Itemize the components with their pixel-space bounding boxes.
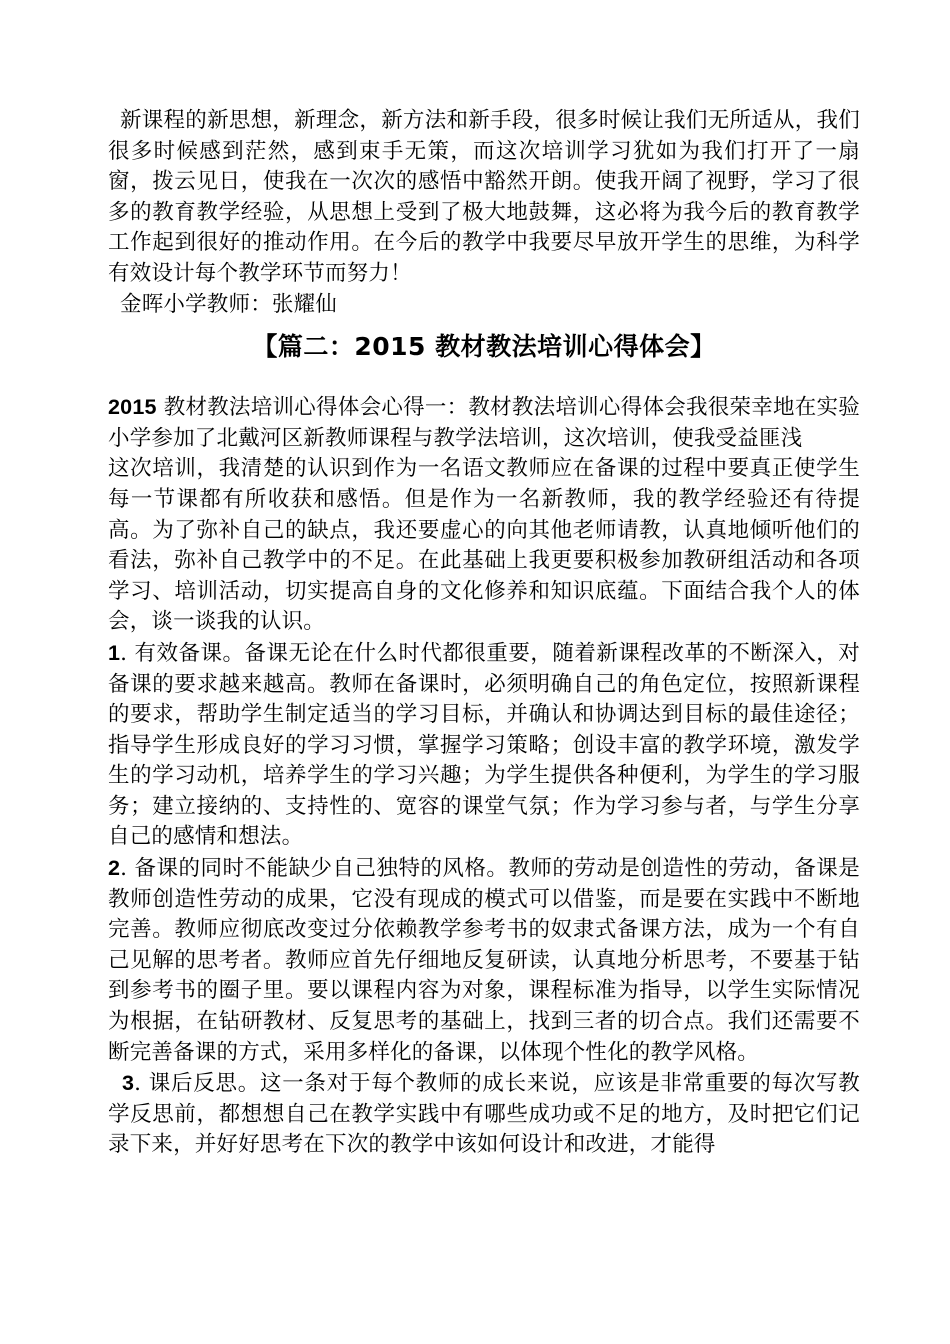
list-item-1: [108, 638, 860, 853]
list-item-1-text: . 有效备课。备课无论在什么时代都很重要，随着新课程改革的不断深入，对备课的要求越来越高。教师在备课时，必须明确自己的角色定位，按照新课程的要求，帮助学生制定适当的学习目标，并确认和协调达到目标的最佳途径；指导学生形成良好的学习习惯，掌握学习策略；创设丰富的教学环境，激发学生的学习动机，培养学生的学习兴趣；为学生提供各种便利，为学生的学习服务；建立接纳的、支持性的、宽容的课堂气氛；作为学习参与者，与学生分享自己的感情和想法。: [108, 640, 860, 850]
lead-text: 教材教法培训心得体会心得一：教材教法培训心得体会我很荣幸地在实验小学参加了北戴河区新教师课程与教学法培训，这次培训，使我受益匪浅: [108, 395, 860, 451]
lead-year: 2015: [108, 395, 157, 420]
list-item-2-text: . 备课的同时不能缺少自己独特的风格。教师的劳动是创造性的劳动，备课是教师创造性劳动的成果，它没有现成的模式可以借鉴，而是要在实践中不断地完善。教师应彻底改变过分依赖教学参考书的奴隶式备课方法，成为一个有自己见解的思考者。教师应首先仔细地反复研读，认真地分析思考，不要基于钻到参考书的圈子里。要以课程内容为对象，课程标准为指导，以学生实际情况为根据，在钻研教材、反复思考的基础上，找到三者的切合点。我们还需要不断完善备课的方式，采用多样化的备课，以体现个性化的教学风格。: [108, 856, 860, 1065]
article-lead-paragraph: [108, 392, 860, 454]
list-item-3-number: 3: [122, 1071, 135, 1096]
author-signature: 金晖小学教师：张耀仙: [120, 291, 338, 317]
intro-paragraph: 新课程的新思想，新理念，新方法和新手段，很多时候让我们无所适从，我们很多时候感到茫然，感到束手无策，而这次培训学习犹如为我们打开了一扇窗，拨云见日，使我在一次次的感悟中豁然开朗。使我开阔了视野，学习了很多的教育教学经验，从思想上受到了极大地鼓舞，这必将为我今后的教育教学工作起到很好的推动作用。在今后的教学中我要尽早放开学生的思维，为科学有效设计每个教学环节而努力！: [108, 108, 860, 286]
list-item-2: [108, 853, 860, 1068]
list-item-3: [108, 1068, 860, 1161]
list-item-1-number: 1: [108, 640, 121, 665]
section-title: 【篇二：2015 教材教法培训心得体会】: [252, 332, 716, 362]
list-item-3-text: . 课后反思。这一条对于每个教师的成长来说，应该是非常重要的每次写教学反思前，都想想自己在教学实践中有哪些成功或不足的地方，及时把它们记录下来，并好好思考在下次的教学中该如何设计和改进，才能得: [108, 1071, 860, 1158]
document-page: [108, 106, 860, 1161]
list-item-2-number: 2: [108, 856, 121, 881]
training-paragraph: 这次培训，我清楚的认识到作为一名语文教师应在备课的过程中要真正使学生每一节课都有所收获和感悟。但是作为一名新教师，我的教学经验还有待提高。为了弥补自己的缺点，我还要虚心的向其他老师请教，认真地倾听他们的看法，弥补自己教学中的不足。在此基础上我更要积极参加教研组活动和各项学习、培训活动，切实提高自身的文化修养和知识底蕴。下面结合我个人的体会，谈一谈我的认识。: [108, 456, 860, 635]
